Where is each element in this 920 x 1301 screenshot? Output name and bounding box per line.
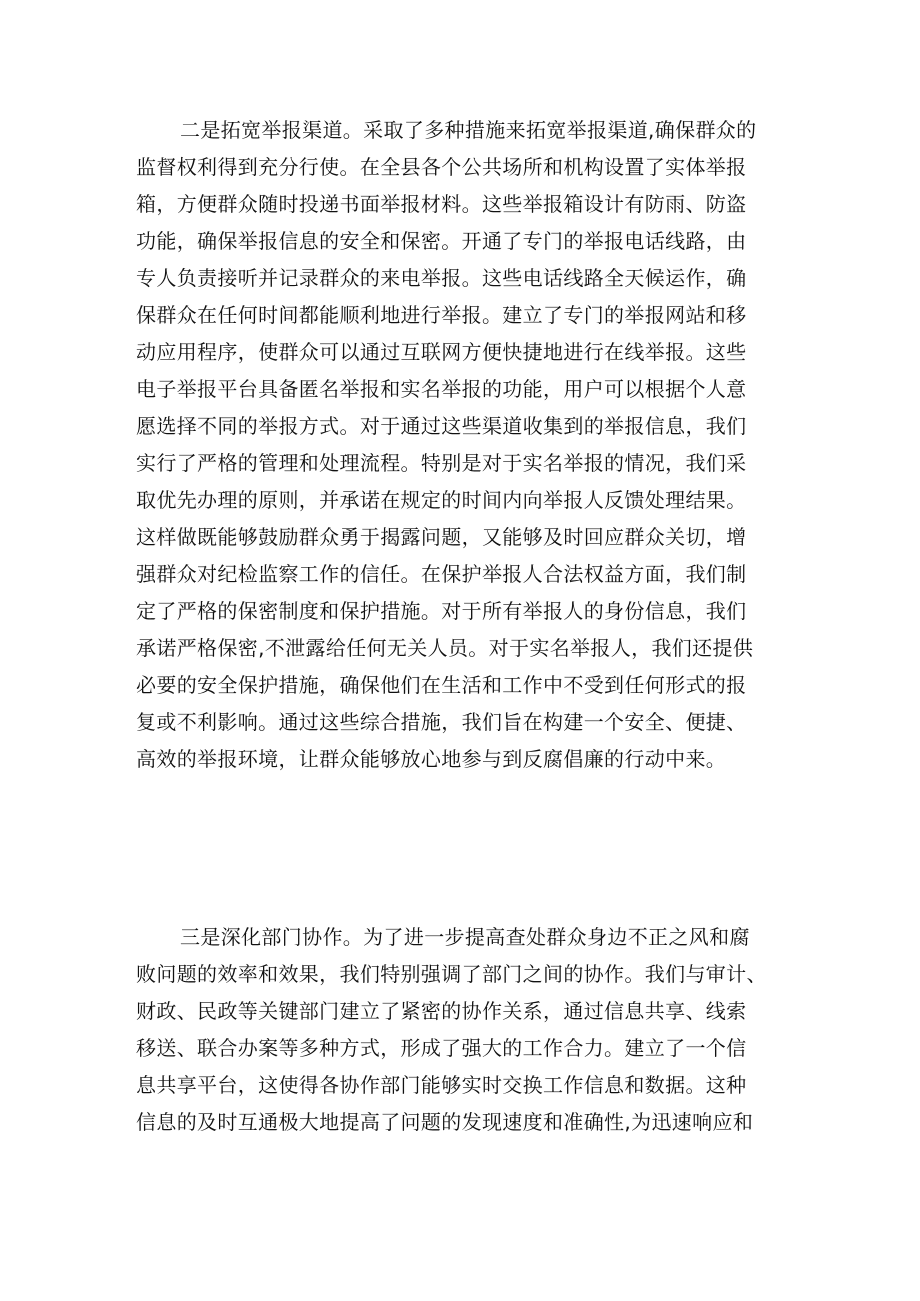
text-line: 功能，确保举报信息的安全和保密。开通了专门的举报电话线路，由 bbox=[136, 229, 747, 253]
text-line: 监督权利得到充分行使。在全县各个公共场所和机构设置了实体举报 bbox=[136, 155, 747, 179]
text-line: 电子举报平台具备匿名举报和实名举报的功能，用户可以根据个人意 bbox=[136, 377, 747, 401]
text-line: 二是拓宽举报渠道。采取了多种措施来拓宽举报渠道,确保群众的 bbox=[180, 118, 757, 142]
text-line: 高效的举报环境，让群众能够放心地参与到反腐倡廉的行动中来。 bbox=[136, 747, 727, 771]
text-line: 保群众在任何时间都能顺利地进行举报。建立了专门的举报网站和移 bbox=[136, 303, 747, 327]
paragraph-expand-reporting-channels bbox=[136, 112, 796, 778]
text-line: 强群众对纪检监察工作的信任。在保护举报人合法权益方面，我们制 bbox=[136, 562, 747, 586]
text-line: 专人负责接听并记录群众的来电举报。这些电话线路全天候运作，确 bbox=[136, 266, 747, 290]
text-line: 定了严格的保密制度和保护措施。对于所有举报人的身份信息，我们 bbox=[136, 599, 747, 623]
text-line: 息共享平台，这使得各协作部门能够实时交换工作信息和数据。这种 bbox=[136, 1073, 747, 1097]
text-line: 箱，方便群众随时投递书面举报材料。这些举报箱设计有防雨、防盗 bbox=[136, 192, 747, 216]
text-line: 信息的及时互通极大地提高了问题的发现速度和准确性,为迅速响应和 bbox=[136, 1110, 754, 1134]
text-line: 这样做既能够鼓励群众勇于揭露问题，又能够及时回应群众关切，增 bbox=[136, 525, 747, 549]
text-line: 复或不利影响。通过这些综合措施，我们旨在构建一个安全、便捷、 bbox=[136, 710, 747, 734]
text-line: 必要的安全保护措施，确保他们在生活和工作中不受到任何形式的报 bbox=[136, 673, 747, 697]
text-line: 移送、联合办案等多种方式，形成了强大的工作合力。建立了一个信 bbox=[136, 1036, 747, 1060]
text-line: 实行了严格的管理和处理流程。特别是对于实名举报的情况，我们采 bbox=[136, 451, 747, 475]
text-line: 动应用程序，使群众可以通过互联网方便快捷地进行在线举报。这些 bbox=[136, 340, 747, 364]
text-line: 愿选择不同的举报方式。对于通过这些渠道收集到的举报信息，我们 bbox=[136, 414, 747, 438]
text-line: 承诺严格保密,不泄露给任何无关人员。对于实名举报人，我们还提供 bbox=[136, 636, 754, 660]
paragraph-deepen-department-cooperation bbox=[136, 919, 796, 1141]
text-line: 败问题的效率和效果，我们特别强调了部门之间的协作。我们与审计、 bbox=[136, 962, 767, 986]
text-line: 三是深化部门协作。为了进一步提高查处群众身边不正之风和腐 bbox=[180, 925, 750, 949]
text-line: 取优先办理的原则，并承诺在规定的时间内向举报人反馈处理结果。 bbox=[136, 488, 747, 512]
text-line: 财政、民政等关键部门建立了紧密的协作关系，通过信息共享、线索 bbox=[136, 999, 747, 1023]
